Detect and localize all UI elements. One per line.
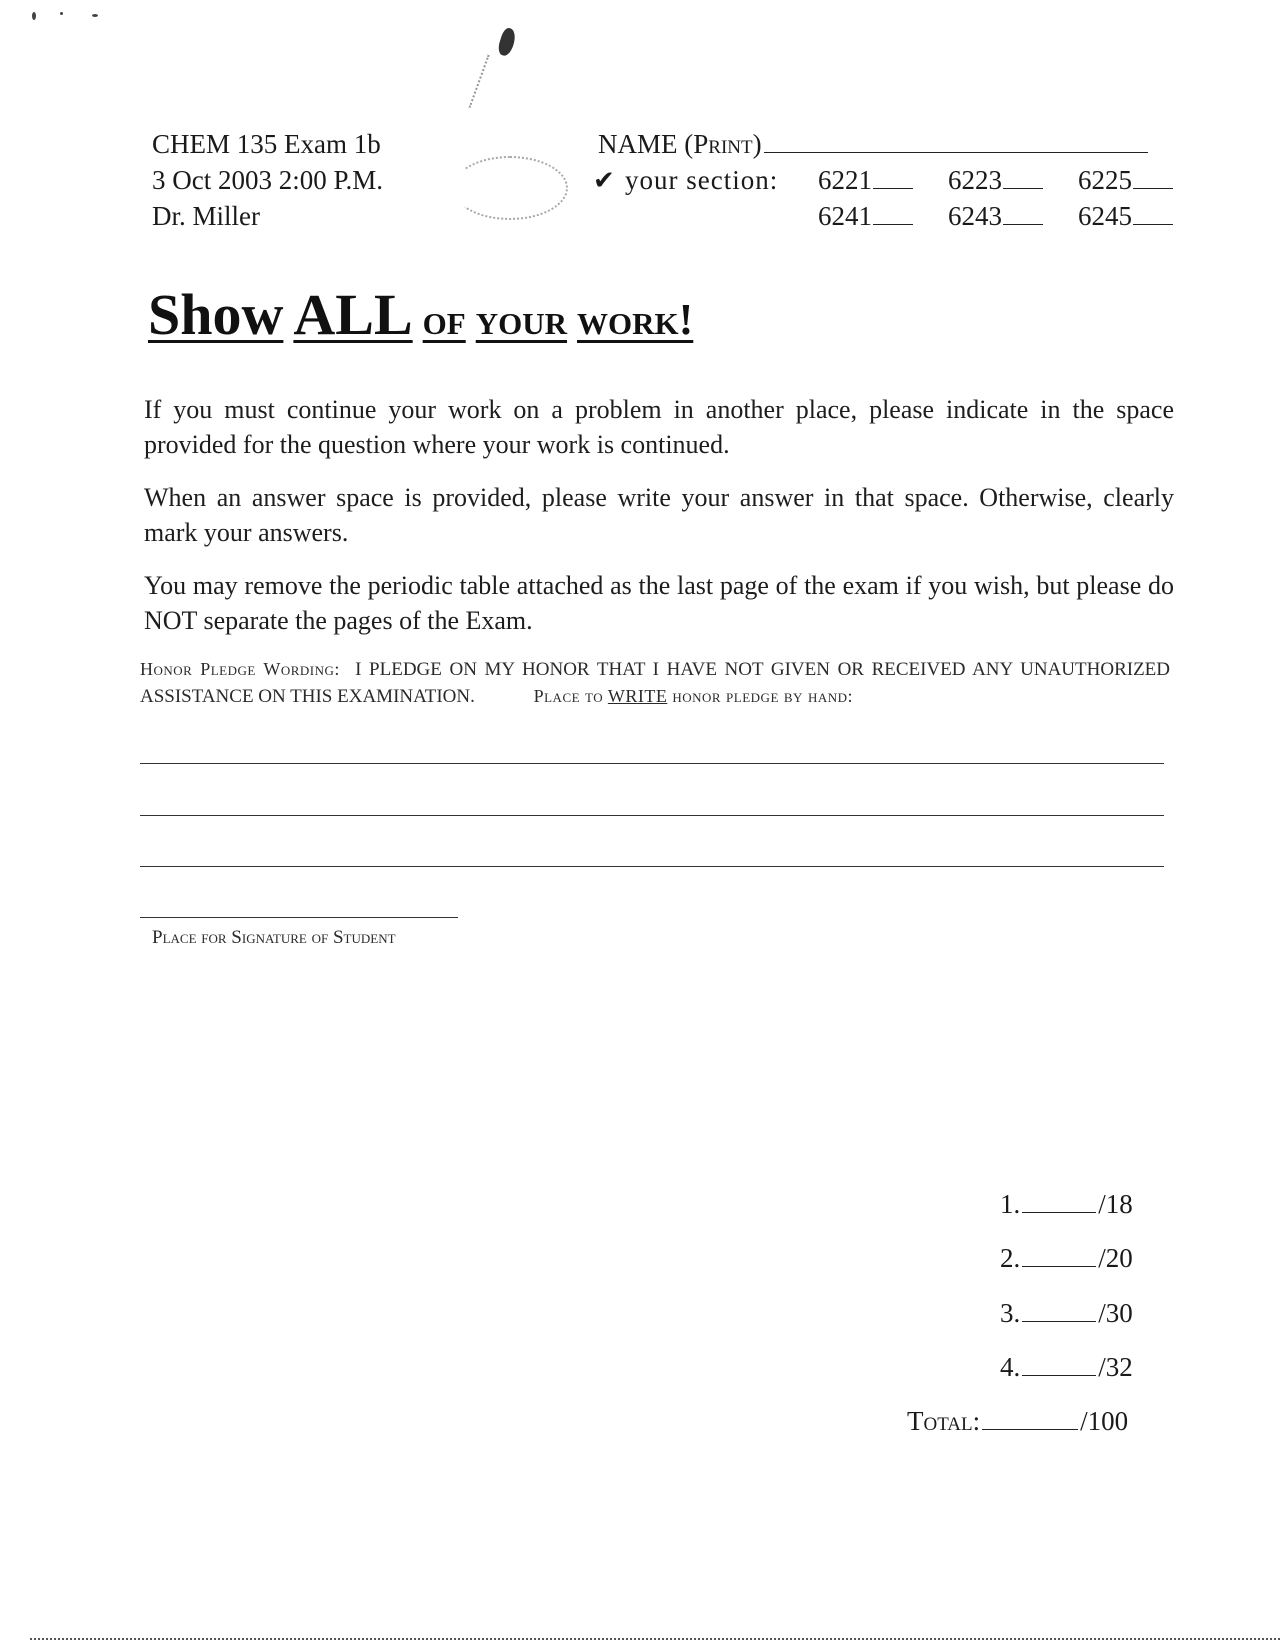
instruction-continue-work: If you must continue your work on a problem in another place, please indicate in the space provided for the question where your work is continued. <box>144 395 1174 459</box>
name-field-row <box>598 126 1148 162</box>
section-code: 6225 <box>1078 165 1132 195</box>
score-row-q2 <box>1000 1240 1133 1276</box>
page-title <box>148 280 703 355</box>
scan-speck <box>92 14 98 17</box>
pledge-handwrite-line[interactable] <box>140 763 1164 764</box>
pledge-label: Honor Pledge Wording: <box>140 659 340 679</box>
section-code: 6223 <box>948 165 1002 195</box>
signature-field[interactable] <box>140 917 458 918</box>
title-all: ALL <box>293 282 413 347</box>
score-question-number: 4. <box>1000 1352 1021 1382</box>
score-question-number: 2. <box>1000 1243 1021 1273</box>
section-check-blank[interactable] <box>1133 200 1173 225</box>
instruction-answer-space: When an answer space is provided, please write your answer in that space. Otherwise, clearly mark your answers. <box>144 483 1174 547</box>
title-work: work! <box>577 295 694 344</box>
score-blank[interactable] <box>1022 1351 1096 1376</box>
score-row-total <box>907 1403 1128 1439</box>
score-blank[interactable] <box>1022 1242 1096 1267</box>
instructor-name: Dr. Miller <box>152 201 260 231</box>
section-option-6223[interactable] <box>948 162 1043 198</box>
section-code: 6221 <box>818 165 872 195</box>
scan-smudge <box>452 156 568 220</box>
scan-speck <box>60 12 63 15</box>
pledge-place-suffix: honor pledge by hand: <box>672 686 853 706</box>
score-row-q1 <box>1000 1186 1133 1222</box>
course-title: CHEM 135 Exam 1b <box>152 129 381 159</box>
section-select-row <box>593 162 778 199</box>
checkmark-icon: ✔ <box>593 166 615 196</box>
ink-blot <box>496 27 518 58</box>
title-your: your <box>475 295 568 344</box>
exam-header-info <box>152 126 383 234</box>
name-label: NAME ( <box>598 129 694 159</box>
total-label: Total: <box>907 1406 981 1436</box>
section-option-6245[interactable] <box>1078 198 1173 234</box>
section-check-blank[interactable] <box>1133 164 1173 189</box>
section-code: 6241 <box>818 201 872 231</box>
score-row-q4 <box>1000 1349 1133 1385</box>
scan-speck <box>32 12 36 20</box>
score-max: /20 <box>1098 1243 1133 1273</box>
signature-label: Place for Signature of Student <box>152 927 396 948</box>
section-option-6241[interactable] <box>818 198 913 234</box>
score-blank[interactable] <box>1022 1188 1096 1213</box>
instruction-periodic-table: You may remove the periodic table attached as the last page of the exam if you wish, but please do NOT separate the pages of the Exam. <box>144 571 1174 635</box>
honor-pledge-wording <box>140 656 1170 710</box>
pledge-write-word: WRITE <box>607 686 668 706</box>
title-show: Show <box>148 282 284 347</box>
section-option-6225[interactable] <box>1078 162 1173 198</box>
pledge-text: I PLEDGE ON MY HONOR THAT I HAVE NOT GIVEN OR RECEIVED ANY UNAUTHORIZED ASSISTANCE ON THIS EXAMINATION. <box>140 659 1170 707</box>
pledge-place-prefix: Place to <box>533 686 604 706</box>
section-option-6243[interactable] <box>948 198 1043 234</box>
score-max: /18 <box>1098 1189 1133 1219</box>
score-question-number: 1. <box>1000 1189 1021 1219</box>
score-max: /30 <box>1098 1298 1133 1328</box>
pledge-handwrite-line[interactable] <box>140 815 1164 816</box>
name-print-label: Print <box>693 129 753 159</box>
section-check-blank[interactable] <box>873 200 913 225</box>
section-check-blank[interactable] <box>1003 164 1043 189</box>
exam-date-time: 3 Oct 2003 2:00 P.M. <box>152 165 384 195</box>
section-code: 6243 <box>948 201 1002 231</box>
score-max: /32 <box>1098 1352 1133 1382</box>
score-row-q3 <box>1000 1295 1133 1331</box>
pledge-handwrite-line[interactable] <box>140 866 1164 867</box>
score-question-number: 3. <box>1000 1298 1021 1328</box>
total-max: /100 <box>1080 1406 1129 1436</box>
section-code: 6245 <box>1078 201 1132 231</box>
pledge-write-instruction <box>534 683 853 710</box>
section-label: your section: <box>625 165 779 195</box>
section-check-blank[interactable] <box>873 164 913 189</box>
name-field[interactable] <box>764 126 1148 153</box>
name-label-close: ) <box>752 129 762 159</box>
ink-trail <box>469 55 494 110</box>
scan-bottom-edge <box>30 1638 1280 1640</box>
section-check-blank[interactable] <box>1003 200 1043 225</box>
title-of: of <box>422 295 466 344</box>
total-blank[interactable] <box>982 1405 1078 1430</box>
score-blank[interactable] <box>1022 1297 1096 1322</box>
section-option-6221[interactable] <box>818 162 913 198</box>
